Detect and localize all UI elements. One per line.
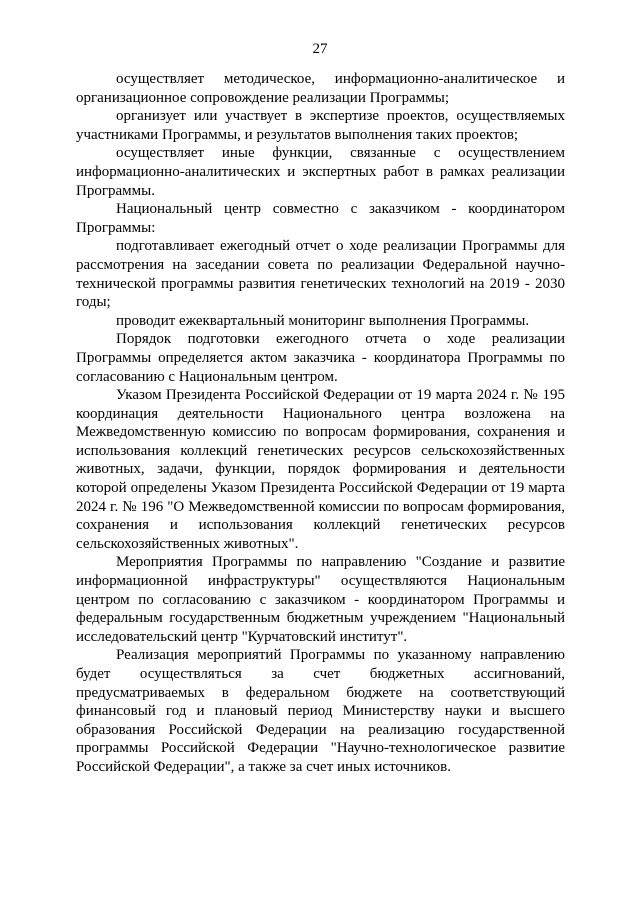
paragraph-methodological-support: осуществляет методическое, информационно-аналитическое и организационное сопровождение реализации Программы; [76,71,565,106]
paragraph-report-procedure: Порядок подготовки ежегодного отчета о ходе реализации Программы определяется актом заказчика - координатора Программы по согласованию с Национальным центром. [76,331,565,385]
paragraph-information-infrastructure: Мероприятия Программы по направлению "Создание и развитие информационной инфраструктуры" осуществляются Национальным центром по согласованию с заказчиком - координатором Программы и федеральным государственным бюджетным учреждением "Национальный исследовательский центр "Курчатовский институт". [76,554,565,645]
body-text [76,70,565,777]
paragraph-presidential-decree: Указом Президента Российской Федерации от 19 марта 2024 г. № 195 координация деятельности Национального центра возложена на Межведомственную комиссию по вопросам формирования, сохранения и использования коллекций генетических ресурсов сельскохозяйственных животных, задачи, функции, порядок формирования и деятельности которой определены Указом Президента Российской Федерации от 19 марта 2024 г. № 196 "О Межведомственной комиссии по вопросам формирования, сохранения и использования коллекций генетических ресурсов сельскохозяйственных животных". [76,387,565,552]
paragraph-center-with-customer: Национальный центр совместно с заказчиком - координатором Программы: [76,201,565,236]
paragraph-other-functions: осуществляет иные функции, связанные с осуществлением информационно-аналитических и экспертных работ в рамках реализации Программы. [76,145,565,199]
paragraph-quarterly-monitoring: проводит ежеквартальный мониторинг выполнения Программы. [116,312,530,329]
paragraph-annual-report: подготавливает ежегодный отчет о ходе реализации Программы для рассмотрения на заседании совета по реализации Федеральной научно-технической программы развития генетических технологий на 2019 - 2030 годы; [76,238,565,311]
page-number: 27 [312,41,328,57]
paragraph-funding: Реализация мероприятий Программы по указанному направлению будет осуществляться за счет бюджетных ассигнований, предусматриваемых в федеральном бюджете на соответствующий финансовый год и плановый период Министерству науки и высшего образования Российской Федерации на реализацию государственной программы Российской Федерации "Научно-технологическое развитие Российской Федерации", а также за счет иных источников. [76,647,565,775]
paragraph-project-expertise: организует или участвует в экспертизе проектов, осуществляемых участниками Программы, и результатов выполнения таких проектов; [76,108,565,143]
